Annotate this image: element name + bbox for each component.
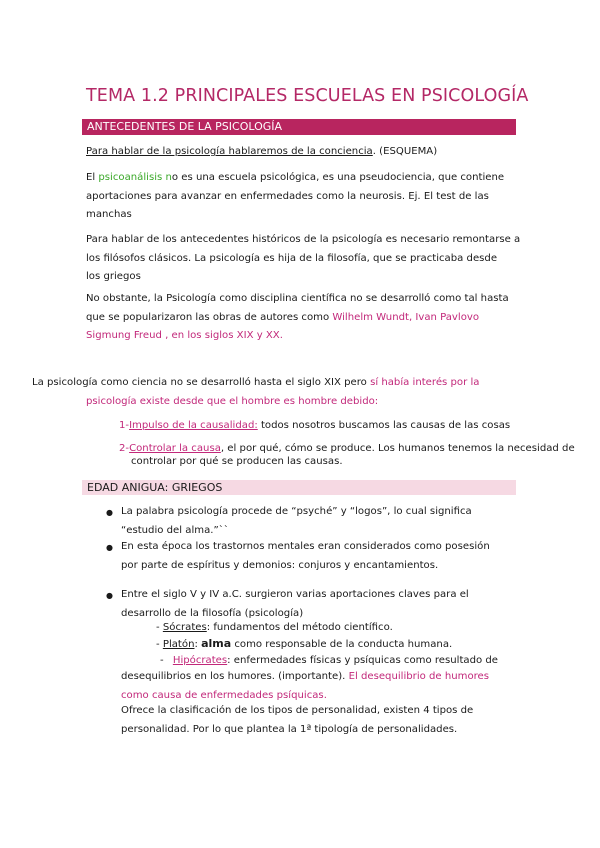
section-header-antecedentes [82,119,516,135]
philosopher-name: Platón [162,639,195,650]
text-line: manchas [86,209,132,220]
text-line: Ofrece la clasificación de los tipos de personalidad, existen 4 tipos de [121,705,474,716]
text: : [194,639,202,650]
section-header-griegos [82,480,516,495]
text-line: aportaciones para avanzar en enfermedades como la neurosis. Ej. El test de las [86,190,489,202]
text: : fundamentos del método científico. [206,622,393,633]
text: : enfermedades físicas y psíquicas como resultado de [227,655,499,666]
bullet-icon: ● [106,591,113,600]
humores-highlight: como causa de enfermedades psíquicas. [121,689,327,701]
authors-highlight: Sigmung Freud , en los siglos XIX y XX. [86,330,283,341]
text-line: En esta época los trastornos mentales eran considerados como posesión [121,541,490,552]
text: El [86,172,99,183]
bullet-item-1 [121,503,472,540]
text: como responsable de la conducta humana. [231,639,453,650]
text-line: los filósofos clásicos. La psicología es hija de la filosofía, que se practicaba desde [86,252,498,264]
interest-highlight-line2: psicología existe desde que el hombre es hombre debido: [86,396,379,407]
text-line: La palabra psicología procede de “psyché” y “logos”, lo cual significa [121,506,472,517]
text-line: Entre el siglo V y IV a.C. surgieron varias aportaciones claves para el [121,589,469,600]
paragraph-ciencia [32,374,479,393]
text: desequilibrios en los humores. (importante). [121,671,349,682]
text-line: No obstante, la Psicología como disciplina científica no se desarrolló como tal hasta [86,293,509,304]
authors-highlight: Wilhelm Wundt, Ivan Pavlovo [332,311,480,323]
item-number: 1- [119,420,130,431]
text-line: desarrollo de la filosofía (psicología) [121,607,304,619]
item-text-line2: controlar por qué se producen las causas. [131,456,343,467]
page-title: TEMA 1.2 PRINCIPALES ESCUELAS EN PSICOLOGÍA [86,86,529,106]
paragraph-personalidad [121,702,473,739]
bullet-icon: ● [106,543,113,552]
item-text: , el por qué, cómo se produce. Los humanos tenemos la necesidad de [220,443,575,454]
item-number: 2- [119,443,130,454]
philosopher-name: Hipócrates [172,655,228,666]
dash: - [156,622,163,633]
text-line: “estudio del alma.”`` [121,524,229,536]
conciencia-rest: . (ESQUEMA) [372,146,438,157]
bullet-icon: ● [106,508,113,517]
humores-highlight: El desequilibrio de humores [348,671,490,682]
paragraph-no-obstante [86,290,509,346]
bullet-item-3 [121,586,469,623]
text-line: Para hablar de los antecedentes históricos de la psicología es necesario remontarse a [86,234,521,245]
hipocrates-continuation [121,668,489,705]
section-header-label: ANTECEDENTES DE LA PSICOLOGÍA [87,120,283,133]
conciencia-underlined: Para hablar de la psicología hablaremos de la conciencia [86,146,373,157]
text-line: por parte de espíritus y demonios: conjuros y encantamientos. [121,559,439,571]
list-item-1 [119,417,510,436]
bullet-item-2 [121,538,490,575]
paragraph-psicoanalisis [86,169,504,225]
dash: - [156,639,163,650]
text-line: personalidad. Por lo que plantea la 1ª tipología de personalidades. [121,723,458,735]
interest-highlight: sí había interés por la [370,377,480,388]
section-header-label: EDAD ANIGUA: GRIEGOS [87,481,223,494]
alma-bold: alma [201,637,232,650]
text: que se popularizaron las obras de autores como [86,311,333,323]
text-line: los griegos [86,271,141,282]
item-label: Impulso de la causalidad: [129,420,258,431]
text: o es una escuela psicológica, es una pseudociencia, que contiene [171,172,505,183]
text: La psicología como ciencia no se desarrolló hasta el siglo XIX pero [32,377,371,388]
paragraph-conciencia [86,143,437,162]
paragraph-antecedentes [86,231,520,287]
item-text: todos nosotros buscamos las causas de las cosas [257,420,511,431]
psicoanalisis-highlight: psicoanálisis n [98,172,172,183]
philosopher-name: Sócrates [162,622,207,633]
item-label: Controlar la causa [129,443,221,454]
dash: - [160,655,167,666]
